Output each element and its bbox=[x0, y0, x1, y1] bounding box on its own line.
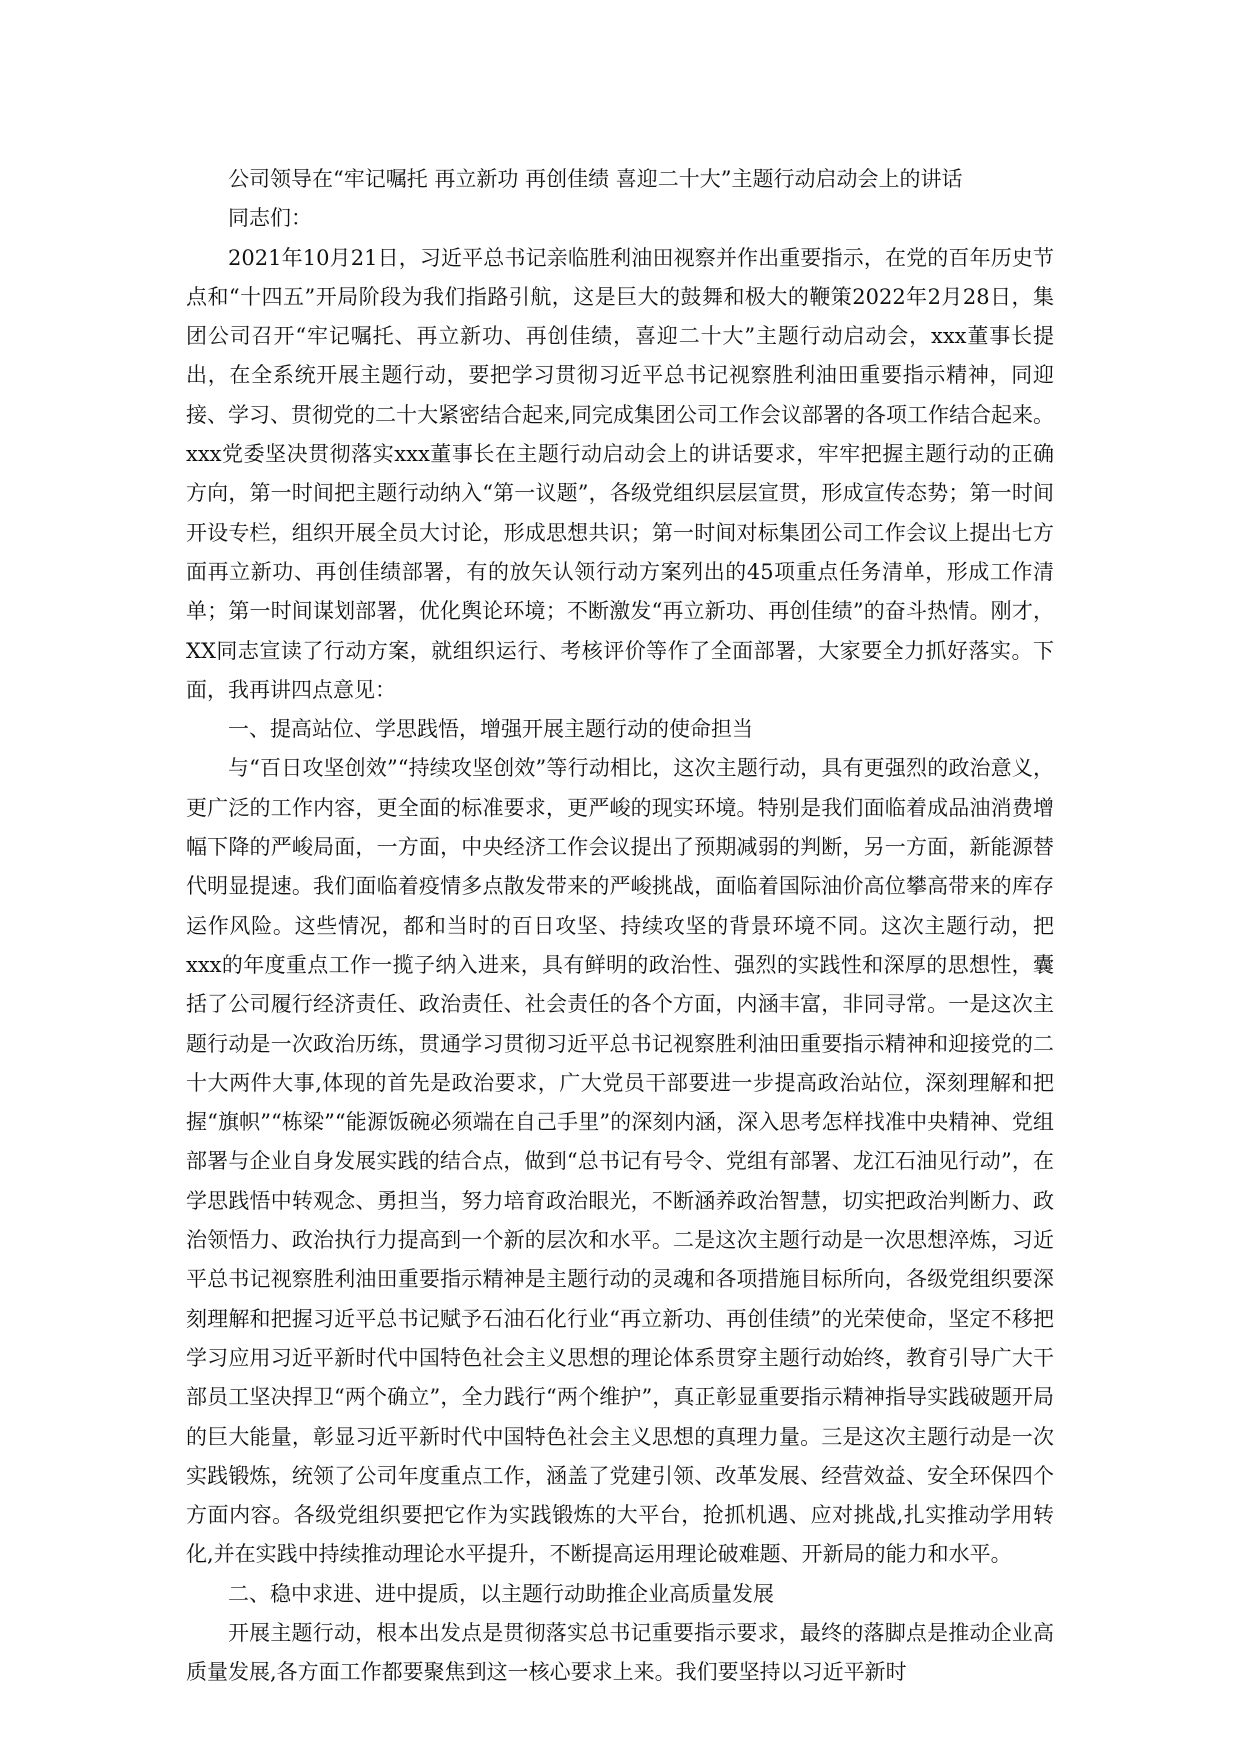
paragraph-section-2: 开展主题行动，根本出发点是贯彻落实总书记重要指示要求，最终的落脚点是推动企业高质量发展,各方面工作都要聚焦到这一核心要求上来。我们要坚持以习近平新时 bbox=[186, 1620, 1054, 1685]
section-heading-2: 二、稳中求进、进中提质，以主题行动助推企业高质量发展 bbox=[228, 1581, 774, 1606]
greeting: 同志们： bbox=[228, 206, 312, 231]
speech-body bbox=[186, 160, 1054, 1693]
paragraph-intro: 2021年10月21日，习近平总书记亲临胜利油田视察并作出重要指示，在党的百年历史节点和“十四五”开局阶段为我们指路引航，这是巨大的鼓舞和极大的鞭策2022年2月28日，集团公司召开“牢记嘱托、再立新功、再创佳绩，喜迎二十大”主题行动启动会，xxx董事长提出，在全系统开展主题行动，要把学习贯彻习近平总书记视察胜利油田重要指示精神，同迎接、学习、贯彻党的二十大紧密结合起来,同完成集团公司工作会议部署的各项工作结合起来。xxx党委坚决贯彻落实xxx董事长在主题行动启动会上的讲话要求，牢牢把握主题行动的正确方向，第一时间把主题行动纳入“第一议题”，各级党组织层层宣贯，形成宣传态势；第一时间开设专栏，组织开展全员大讨论，形成思想共识；第一时间对标集团公司工作会议上提出七方面再立新功、再创佳绩部署，有的放矢认领行动方案列出的45项重点任务清单，形成工作清单；第一时间谋划部署，优化舆论环境；不断激发“再立新功、再创佳绩”的奋斗热情。刚才，XX同志宣读了行动方案，就组织运行、考核评价等作了全面部署，大家要全力抓好落实。下面，我再讲四点意见： bbox=[186, 245, 1054, 702]
document-title: 公司领导在“牢记嘱托 再立新功 再创佳绩 喜迎二十大”主题行动启动会上的讲话 bbox=[228, 167, 963, 191]
paragraph-section-1: 与“百日攻坚创效”“持续攻坚创效”等行动相比，这次主题行动，具有更强烈的政治意义，更广泛的工作内容，更全面的标准要求，更严峻的现实环境。特别是我们面临着成品油消费增幅下降的严峻局面，一方面，中央经济工作会议提出了预期减弱的判断，另一方面，新能源替代明显提速。我们面临着疫情多点散发带来的严峻挑战，面临着国际油价高位攀高带来的库存运作风险。这些情况，都和当时的百日攻坚、持续攻坚的背景环境不同。这次主题行动，把xxx的年度重点工作一揽子纳入进来，具有鲜明的政治性、强烈的实践性和深厚的思想性，囊括了公司履行经济责任、政治责任、社会责任的各个方面，内涵丰富，非同寻常。一是这次主题行动是一次政治历练，贯通学习贯彻习近平总书记视察胜利油田重要指示精神和迎接党的二十大两件大事,体现的首先是政治要求，广大党员干部要进一步提高政治站位，深刻理解和把握“旗帜”“栋梁”“能源饭碗必须端在自己手里”的深刻内涵，深入思考怎样找准中央精神、党组部署与企业自身发展实践的结合点，做到“总书记有号令、党组有部署、龙江石油见行动”，在学思践悟中转观念、勇担当，努力培育政治眼光，不断涵养政治智慧，切实把政治判断力、政治领悟力、政治执行力提高到一个新的层次和水平。二是这次主题行动是一次思想淬炼，习近平总书记视察胜利油田重要指示精神是主题行动的灵魂和各项措施目标所向，各级党组织要深刻理解和把握习近平总书记赋予石油石化行业“再立新功、再创佳绩”的光荣使命，坚定不移把学习应用习近平新时代中国特色社会主义思想的理论体系贯穿主题行动始终，教育引导广大干部员工坚决捍卫“两个确立”，全力践行“两个维护”，真正彰显重要指示精神指导实践破题开局的巨大能量，彰显习近平新时代中国特色社会主义思想的真理力量。三是这次主题行动是一次实践锻炼，统领了公司年度重点工作，涵盖了党建引领、改革发展、经营效益、安全环保四个方面内容。各级党组织要把它作为实践锻炼的大平台，抢抓机遇、应对挑战,扎实推动学用转化,并在实践中持续推动理论水平提升，不断提高运用理论破难题、开新局的能力和水平。 bbox=[186, 756, 1054, 1567]
section-heading-1: 一、提高站位、学思践悟，增强开展主题行动的使命担当 bbox=[228, 717, 753, 742]
